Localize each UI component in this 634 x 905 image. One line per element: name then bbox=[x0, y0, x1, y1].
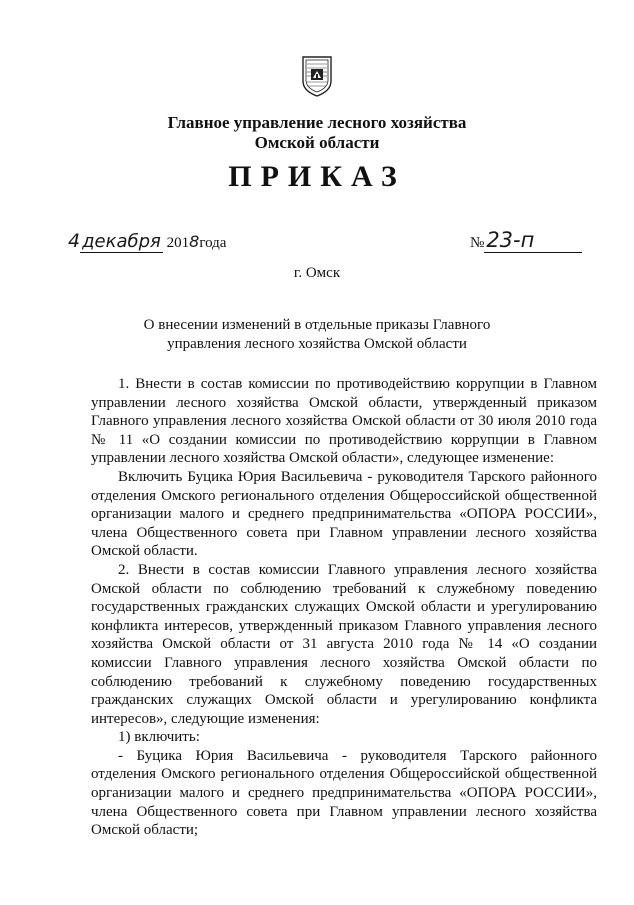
document-number: 23-п bbox=[484, 228, 582, 253]
organization-name-line1: Главное управление лесного хозяйства bbox=[167, 113, 467, 132]
paragraph-3: 2. Внести в состав комиссии Главного управления лесного хозяйства Омской области по соблюдению требований к служебному поведению государственных гражданских служащих Омской области и урегулированию конфликта интересов, утвержденный приказом Главного управления лесного хозяйства Омской области от 31 августа 2010 года № 14 «О создании комиссии Главного управления лесного хозяйства Омской области по соблюдению требований к служебному поведению государственных гражданских служащих Омской области и урегулированию конфликта интересов», следующие изменения: bbox=[91, 561, 597, 727]
coat-of-arms-icon bbox=[300, 55, 334, 97]
date-day: 4 bbox=[68, 230, 81, 252]
document-body bbox=[91, 375, 597, 840]
organization-name-line2: Омской области bbox=[254, 133, 380, 152]
date-year-handwritten: 8 bbox=[189, 232, 200, 251]
paragraph-4: 1) включить: bbox=[118, 729, 200, 746]
paragraph-2: Включить Буцика Юрия Васильевича - руководителя Тарского районного отделения Омского регионального отделения Общероссийской общественной организации малого и среднего предпринимательства «ОПОРА РОССИИ», члена Общественного совета при Главном управлении лесного хозяйства Омской области. bbox=[91, 468, 597, 560]
document-type-title: ПРИКАЗ bbox=[228, 160, 406, 193]
date-line bbox=[68, 230, 226, 252]
subject-line2: управления лесного хозяйства Омской области bbox=[167, 336, 467, 352]
date-year-prefix: 201 bbox=[166, 235, 190, 251]
city-name: г. Омск bbox=[293, 265, 341, 281]
paragraph-1: 1. Внести в состав комиссии по противодействию коррупции в Главном управлении лесного хозяйства Омской области, утвержденный приказом Главного управления лесного хозяйства Омской области от 30 июля 2010 года № 11 «О создании комиссии по противодействию коррупции в Главном управлении лесного хозяйства Омской области», следующее изменение: bbox=[91, 376, 597, 467]
document-number-line bbox=[470, 228, 582, 253]
document-subject bbox=[0, 316, 634, 354]
date-suffix: года bbox=[199, 235, 227, 251]
subject-line1: О внесении изменений в отдельные приказы Главного bbox=[143, 317, 491, 333]
paragraph-5: - Буцика Юрия Васильевича - руководителя Тарского районного отделения Омского регионального отделения Общероссийской общественной организации малого и среднего предпринимательства «ОПОРА РОССИИ», члена Общественного совета при Главном управлении лесного хозяйства Омской области; bbox=[91, 747, 597, 839]
date-month: декабря bbox=[82, 231, 161, 252]
number-sign: № bbox=[470, 235, 485, 251]
